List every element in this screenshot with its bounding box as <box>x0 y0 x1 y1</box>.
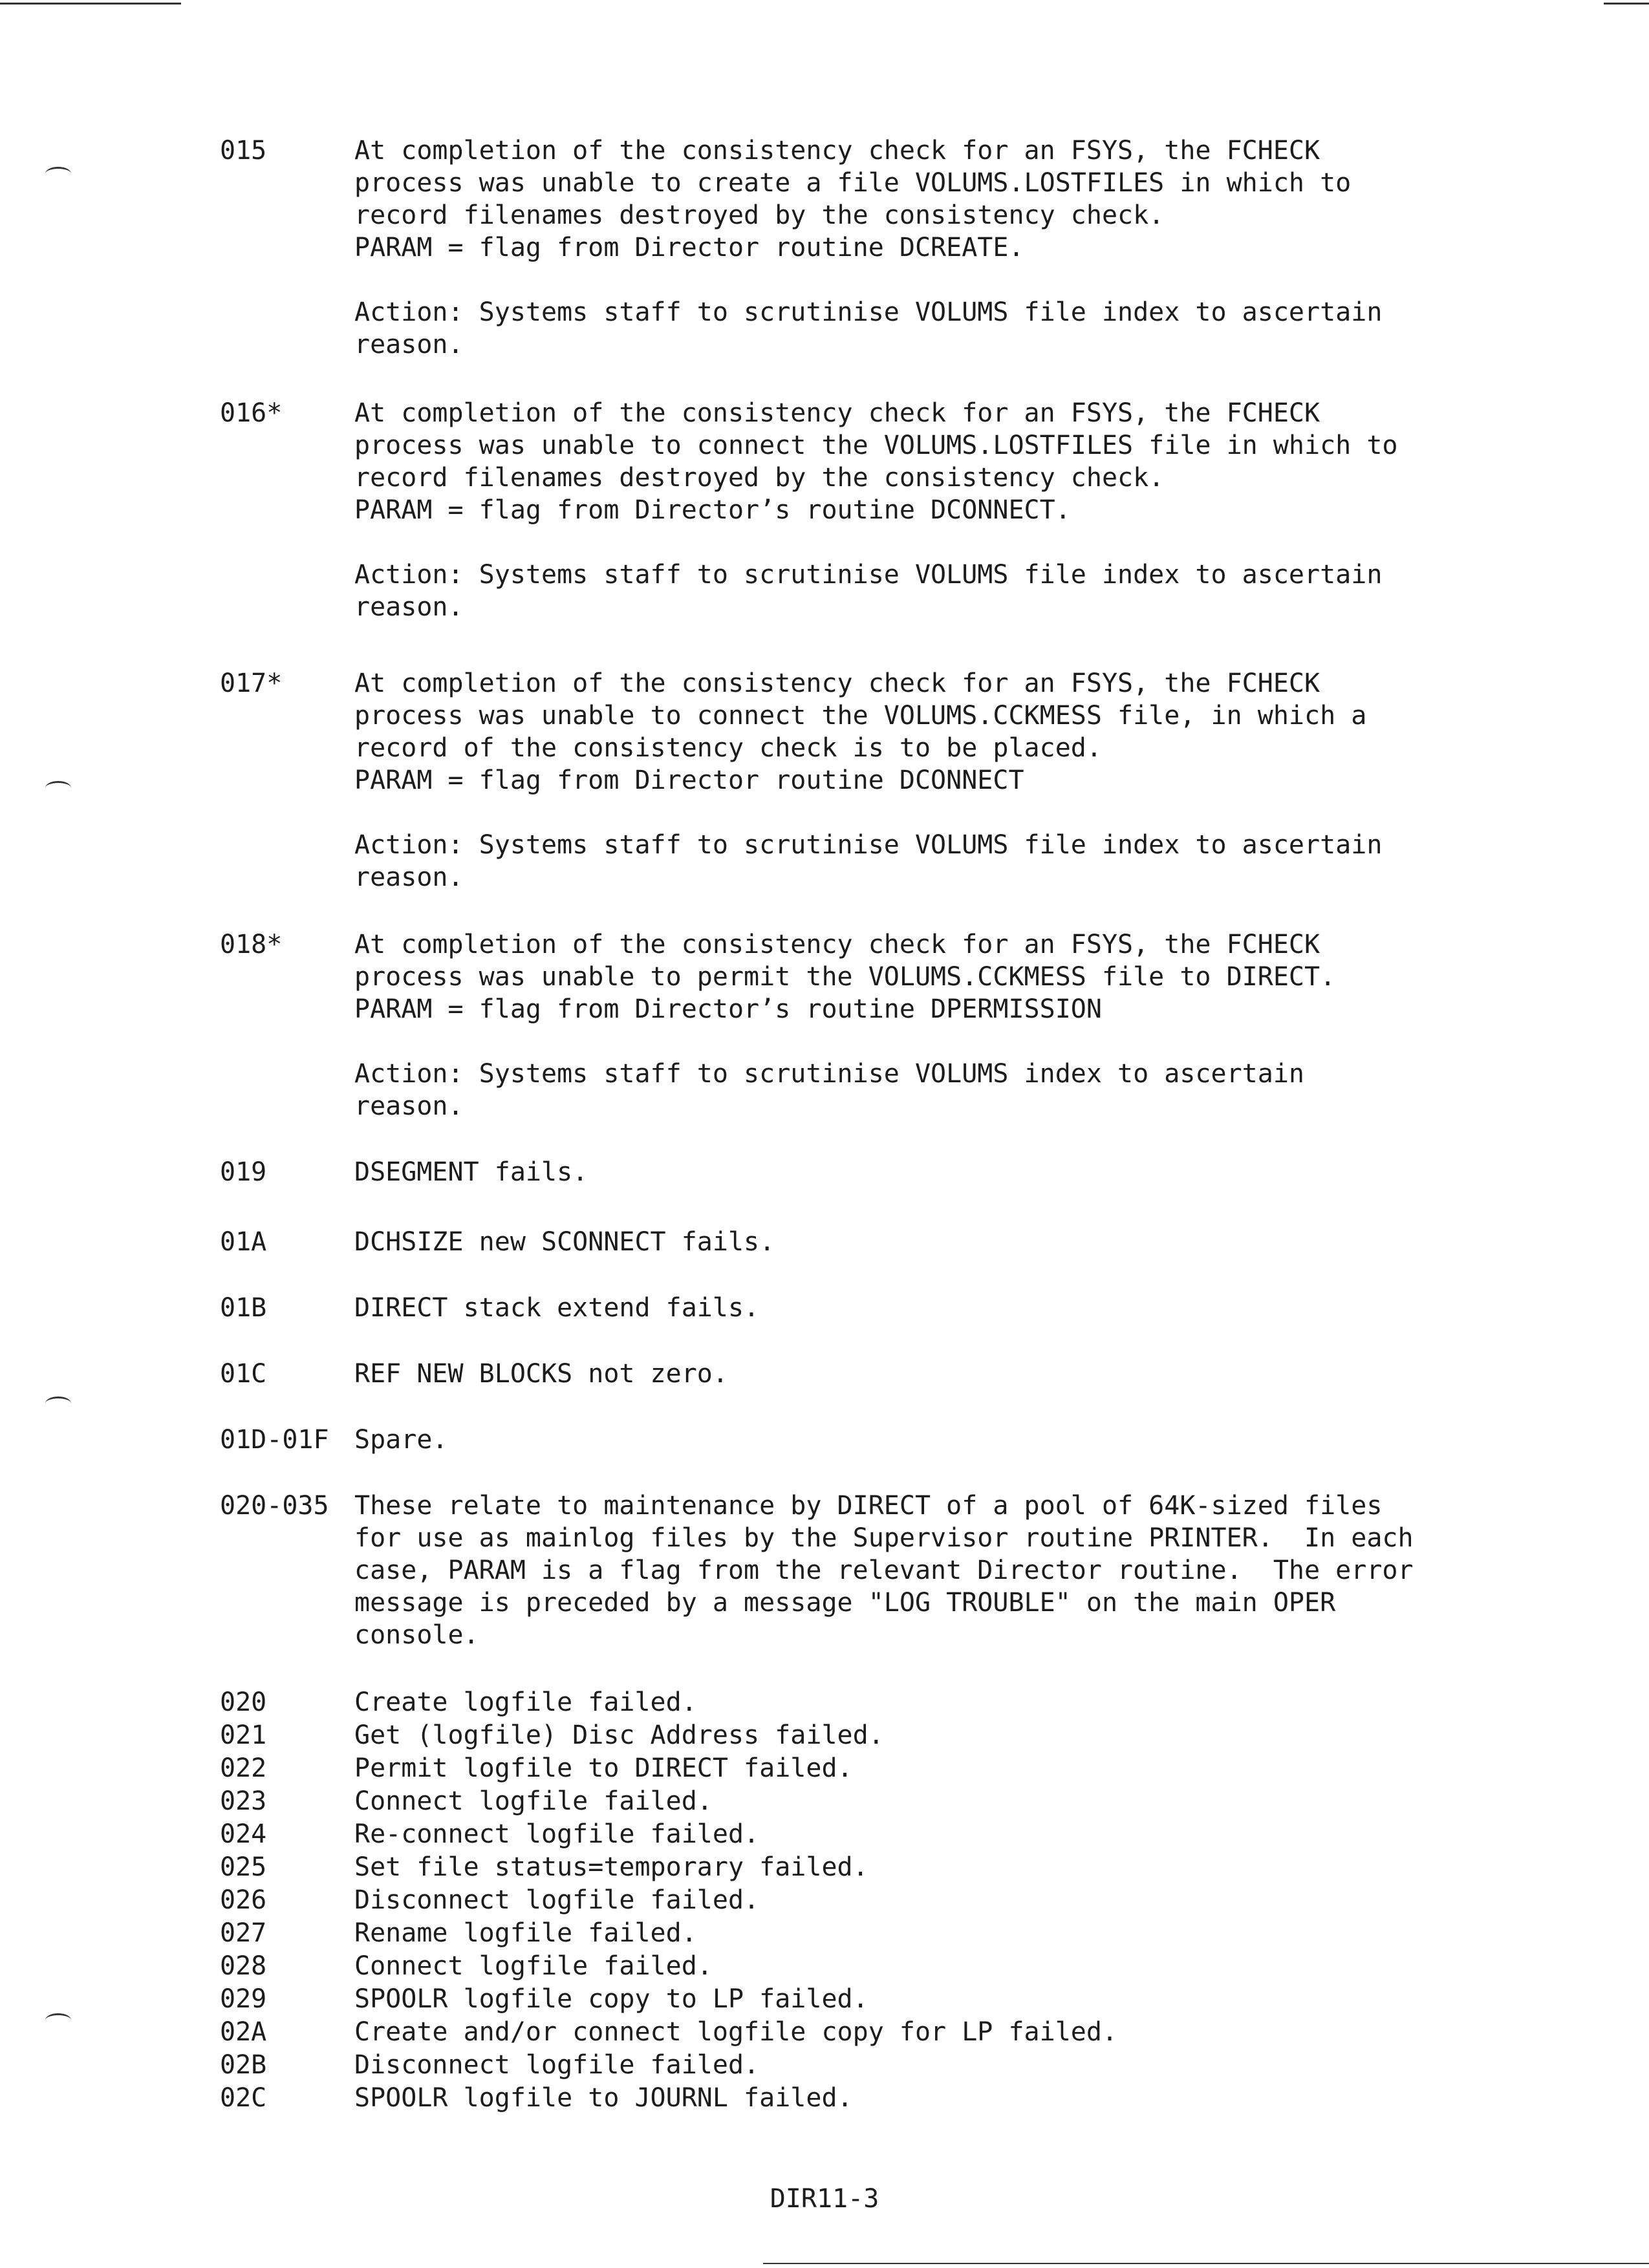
description-line: process was unable to permit the VOLUMS.CCKMESS file to DIRECT. <box>354 962 1336 992</box>
log-error-code: 029 <box>220 1984 267 2014</box>
log-error-text: Rename logfile failed. <box>354 1918 697 1948</box>
description-line: case, PARAM is a flag from the relevant Director routine. The error <box>354 1556 1414 1585</box>
error-code: 020-035 <box>220 1491 329 1521</box>
log-error-text: Re-connect logfile failed. <box>354 1819 760 1849</box>
log-error-code: 025 <box>220 1852 267 1882</box>
log-error-text: Disconnect logfile failed. <box>354 2050 760 2080</box>
description-line: At completion of the consistency check for an FSYS, the FCHECK <box>354 930 1320 959</box>
error-code: 019 <box>220 1157 267 1187</box>
description-line: REF NEW BLOCKS not zero. <box>354 1359 728 1389</box>
log-error-code: 02C <box>220 2083 267 2113</box>
top-rule-right <box>1604 3 1649 5</box>
log-error-code: 027 <box>220 1918 267 1948</box>
log-error-code: 020 <box>220 1687 267 1717</box>
log-error-code: 021 <box>220 1720 267 1750</box>
log-error-text: Connect logfile failed. <box>354 1786 713 1816</box>
description-line: PARAM = flag from Director routine DCONNECT <box>354 765 1024 795</box>
log-error-row <box>0 1983 1649 2017</box>
error-description <box>354 1424 1551 1456</box>
description-line: record of the consistency check is to be placed. <box>354 733 1102 763</box>
error-description <box>354 1156 1551 1188</box>
error-code: 018* <box>220 930 283 959</box>
description-line: PARAM = flag from Director’s routine DPERMISSION <box>354 994 1102 1024</box>
error-code: 015 <box>220 136 267 166</box>
log-error-text: Create logfile failed. <box>354 1687 697 1717</box>
margin-mark <box>45 167 71 180</box>
description-line: Spare. <box>354 1425 448 1455</box>
error-description <box>354 1226 1551 1258</box>
error-description <box>354 1292 1551 1324</box>
log-error-code: 024 <box>220 1819 267 1849</box>
action-line: Action: Systems staff to scrutinise VOLUMS index to ascertain <box>354 1059 1305 1089</box>
description-line: process was unable to connect the VOLUMS.LOSTFILES file in which to <box>354 431 1398 460</box>
log-error-row <box>0 1917 1649 1951</box>
log-error-row <box>0 1851 1649 1885</box>
description-line: PARAM = flag from Director routine DCREATE. <box>354 233 1024 262</box>
description-line: record filenames destroyed by the consistency check. <box>354 200 1165 230</box>
log-error-code: 022 <box>220 1753 267 1783</box>
error-description <box>354 667 1551 893</box>
log-error-text: Connect logfile failed. <box>354 1951 713 1981</box>
margin-mark <box>45 781 71 795</box>
log-error-row <box>0 1752 1649 1786</box>
log-error-text: Set file status=temporary failed. <box>354 1852 868 1882</box>
action-line: reason. <box>354 1091 464 1121</box>
action-line: Action: Systems staff to scrutinise VOLUMS file index to ascertain <box>354 830 1383 860</box>
error-code: 01C <box>220 1359 267 1389</box>
action-line: reason. <box>354 330 464 359</box>
log-error-code: 02B <box>220 2050 267 2080</box>
error-code: 01B <box>220 1293 267 1323</box>
error-code: 01D-01F <box>220 1425 329 1455</box>
log-error-row <box>0 2049 1649 2082</box>
log-error-row <box>0 1818 1649 1852</box>
description-line: process was unable to connect the VOLUMS.CCKMESS file, in which a <box>354 701 1367 731</box>
description-line: process was unable to create a file VOLUMS.LOSTFILES in which to <box>354 168 1352 198</box>
action-line: reason. <box>354 592 464 622</box>
bottom-rule <box>763 2263 1649 2264</box>
log-error-text: Disconnect logfile failed. <box>354 1885 760 1915</box>
description-line: At completion of the consistency check for an FSYS, the FCHECK <box>354 398 1320 428</box>
log-error-text: SPOOLR logfile to JOURNL failed. <box>354 2083 853 2113</box>
log-error-row <box>0 1785 1649 1819</box>
log-error-text: Permit logfile to DIRECT failed. <box>354 1753 853 1783</box>
description-line: for use as mainlog files by the Supervisor routine PRINTER. In each <box>354 1523 1414 1553</box>
log-error-text: SPOOLR logfile copy to LP failed. <box>354 1984 868 2014</box>
description-line: DSEGMENT fails. <box>354 1157 588 1187</box>
log-error-code: 023 <box>220 1786 267 1816</box>
action-line: reason. <box>354 862 464 892</box>
page-number: DIR11-3 <box>770 2184 879 2214</box>
log-error-row <box>0 2016 1649 2049</box>
log-error-row <box>0 1950 1649 1984</box>
log-error-text: Get (logfile) Disc Address failed. <box>354 1720 884 1750</box>
log-error-code: 02A <box>220 2017 267 2047</box>
description-line: At completion of the consistency check for an FSYS, the FCHECK <box>354 136 1320 166</box>
description-line: message is preceded by a message "LOG TROUBLE" on the main OPER <box>354 1588 1336 1618</box>
description-line: console. <box>354 1620 479 1650</box>
error-code: 017* <box>220 669 283 698</box>
log-error-code: 026 <box>220 1885 267 1915</box>
error-description <box>354 1358 1551 1390</box>
description-line: DCHSIZE new SCONNECT fails. <box>354 1227 775 1257</box>
margin-mark <box>45 1396 71 1410</box>
error-description <box>354 397 1551 623</box>
error-code: 01A <box>220 1227 267 1257</box>
description-line: record filenames destroyed by the consistency check. <box>354 463 1165 493</box>
error-description <box>354 134 1551 361</box>
log-error-code: 028 <box>220 1951 267 1981</box>
log-error-row <box>0 2082 1649 2115</box>
error-description <box>354 928 1551 1122</box>
top-rule-left <box>0 3 181 5</box>
log-error-row <box>0 1719 1649 1753</box>
log-error-row <box>0 1686 1649 1720</box>
error-description <box>354 1490 1551 1651</box>
description-line: PARAM = flag from Director’s routine DCONNECT. <box>354 495 1071 525</box>
description-line: DIRECT stack extend fails. <box>354 1293 760 1323</box>
action-line: Action: Systems staff to scrutinise VOLUMS file index to ascertain <box>354 297 1383 327</box>
description-line: At completion of the consistency check for an FSYS, the FCHECK <box>354 669 1320 698</box>
log-error-row <box>0 1884 1649 1918</box>
action-line: Action: Systems staff to scrutinise VOLUMS file index to ascertain <box>354 560 1383 590</box>
error-code: 016* <box>220 398 283 428</box>
description-line: These relate to maintenance by DIRECT of a pool of 64K-sized files <box>354 1491 1383 1521</box>
log-error-text: Create and/or connect logfile copy for LP failed. <box>354 2017 1118 2047</box>
